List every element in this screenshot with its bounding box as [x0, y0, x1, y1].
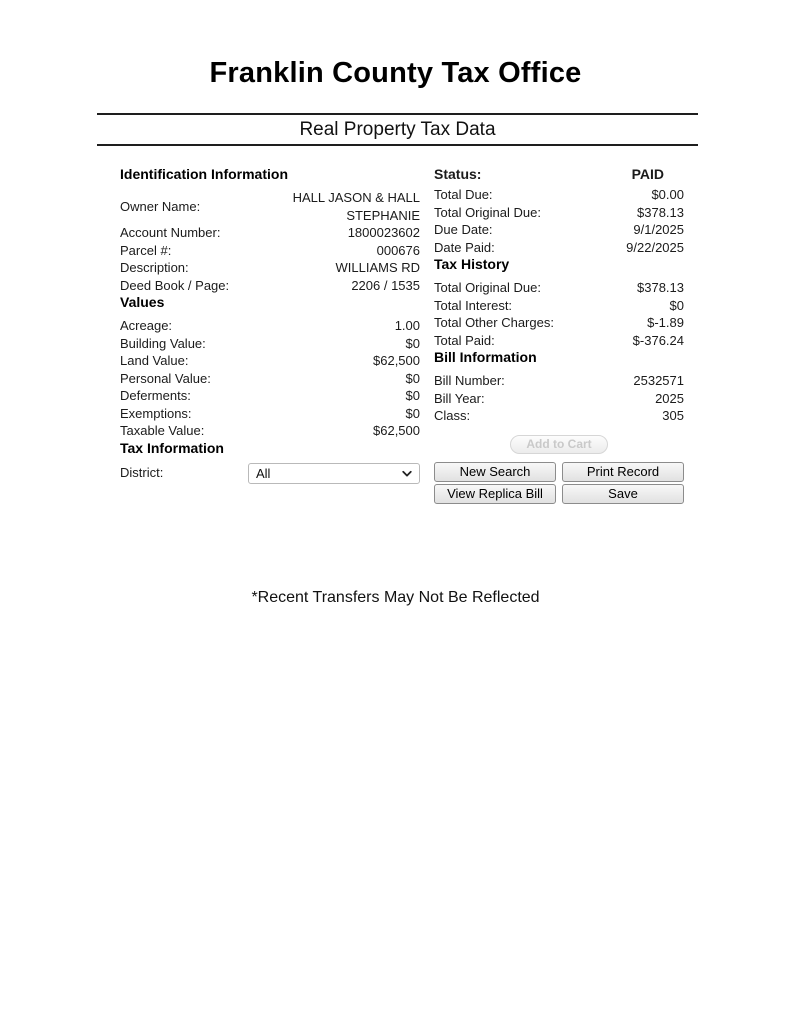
field-label: Parcel #: — [120, 242, 172, 258]
field-value: $0 — [405, 335, 420, 351]
row-building-value — [120, 335, 420, 353]
field-value: $378.13 — [637, 204, 684, 220]
row-deferments — [120, 387, 420, 405]
print-record-button[interactable]: Print Record — [562, 462, 684, 482]
field-label: Description: — [120, 260, 189, 275]
field-label: Account Number: — [120, 225, 221, 240]
field-value: 2025 — [655, 390, 684, 406]
field-label: Total Paid: — [434, 332, 495, 348]
row-personal-value — [120, 370, 420, 388]
field-value: 9/1/2025 — [633, 222, 684, 237]
district-select[interactable] — [248, 463, 420, 484]
main-content — [97, 166, 698, 504]
field-value: $0 — [669, 297, 684, 313]
field-label: Taxable Value: — [120, 423, 205, 438]
row-history-total-original-due — [434, 279, 684, 297]
row-total-other-charges — [434, 314, 684, 332]
action-buttons — [434, 462, 684, 504]
tax-information-heading: Tax Information — [120, 439, 224, 456]
field-label: Exemptions: — [120, 405, 192, 421]
field-value: $-1.89 — [647, 315, 684, 330]
field-value: $62,500 — [373, 353, 420, 368]
field-value: 2206 / 1535 — [351, 277, 420, 293]
field-label: Due Date: — [434, 222, 493, 237]
field-label: Bill Year: — [434, 390, 485, 406]
recent-transfers-note: *Recent Transfers May Not Be Reflected — [251, 589, 540, 606]
row-total-original-due — [434, 204, 684, 222]
field-label: Total Original Due: — [434, 204, 541, 220]
field-value: 2532571 — [633, 373, 684, 388]
field-value: $62,500 — [373, 423, 420, 438]
field-label: Total Original Due: — [434, 280, 541, 295]
row-district — [120, 463, 420, 484]
field-label: Total Interest: — [434, 297, 513, 313]
field-label: Land Value: — [120, 353, 189, 368]
district-select-wrap — [248, 463, 420, 484]
field-label: Deed Book / Page: — [120, 277, 230, 293]
field-value: 9/22/2025 — [626, 239, 684, 255]
field-value: 305 — [662, 408, 684, 423]
row-owner-name — [120, 189, 420, 224]
field-value: $378.13 — [637, 280, 684, 295]
row-total-interest — [434, 297, 684, 315]
district-label: District: — [120, 465, 164, 481]
row-description — [120, 259, 420, 277]
field-label: Owner Name: — [120, 198, 201, 214]
save-button[interactable]: Save — [562, 484, 684, 504]
row-acreage — [120, 317, 420, 335]
field-label: Building Value: — [120, 335, 206, 351]
left-column — [120, 166, 420, 504]
field-value: 000676 — [376, 242, 420, 258]
field-value: HALL JASON & HALL STEPHANIE — [292, 190, 420, 223]
field-value: 1.00 — [394, 318, 420, 333]
field-label: Deferments: — [120, 388, 191, 403]
row-bill-number — [434, 372, 684, 390]
row-due-date — [434, 221, 684, 239]
page-subtitle: Real Property Tax Data — [299, 119, 496, 140]
field-label: Bill Number: — [434, 373, 505, 388]
divider-top — [97, 113, 698, 115]
row-exemptions — [120, 405, 420, 423]
status-rows — [434, 186, 684, 256]
row-land-value — [120, 352, 420, 370]
field-label: Total Other Charges: — [434, 315, 554, 330]
row-date-paid — [434, 239, 684, 257]
field-value: 1800023602 — [347, 225, 420, 240]
field-value: $0 — [405, 405, 420, 421]
row-account-number — [120, 224, 420, 242]
field-value: WILLIAMS RD — [335, 260, 420, 275]
add-to-cart-button[interactable]: Add to Cart — [510, 435, 608, 454]
tax-history-heading: Tax History — [434, 256, 510, 272]
row-total-due — [434, 186, 684, 204]
bill-information-heading: Bill Information — [434, 349, 537, 365]
row-total-paid — [434, 332, 684, 350]
row-class — [434, 407, 684, 425]
field-value: $0 — [405, 370, 420, 386]
status-label: Status: — [434, 166, 482, 182]
field-label: Acreage: — [120, 318, 173, 333]
field-label: Class: — [434, 408, 471, 423]
right-column — [434, 166, 684, 504]
field-label: Personal Value: — [120, 370, 211, 386]
view-replica-bill-button[interactable]: View Replica Bill — [434, 484, 556, 504]
field-value: $-376.24 — [632, 332, 684, 348]
field-value: $0.00 — [651, 187, 684, 202]
status-badge: PAID — [631, 166, 664, 182]
row-status — [434, 166, 684, 183]
row-taxable-value — [120, 422, 420, 440]
row-parcel-number — [120, 242, 420, 260]
field-value: $0 — [405, 388, 420, 403]
identification-heading: Identification Information — [120, 166, 288, 182]
add-to-cart-wrap — [434, 435, 684, 454]
row-bill-year — [434, 390, 684, 408]
divider-bottom — [97, 144, 698, 146]
row-deed-book-page — [120, 277, 420, 295]
field-label: Date Paid: — [434, 239, 495, 255]
values-heading: Values — [120, 294, 165, 310]
new-search-button[interactable]: New Search — [434, 462, 556, 482]
page-title: Franklin County Tax Office — [209, 57, 582, 89]
field-label: Total Due: — [434, 187, 493, 202]
